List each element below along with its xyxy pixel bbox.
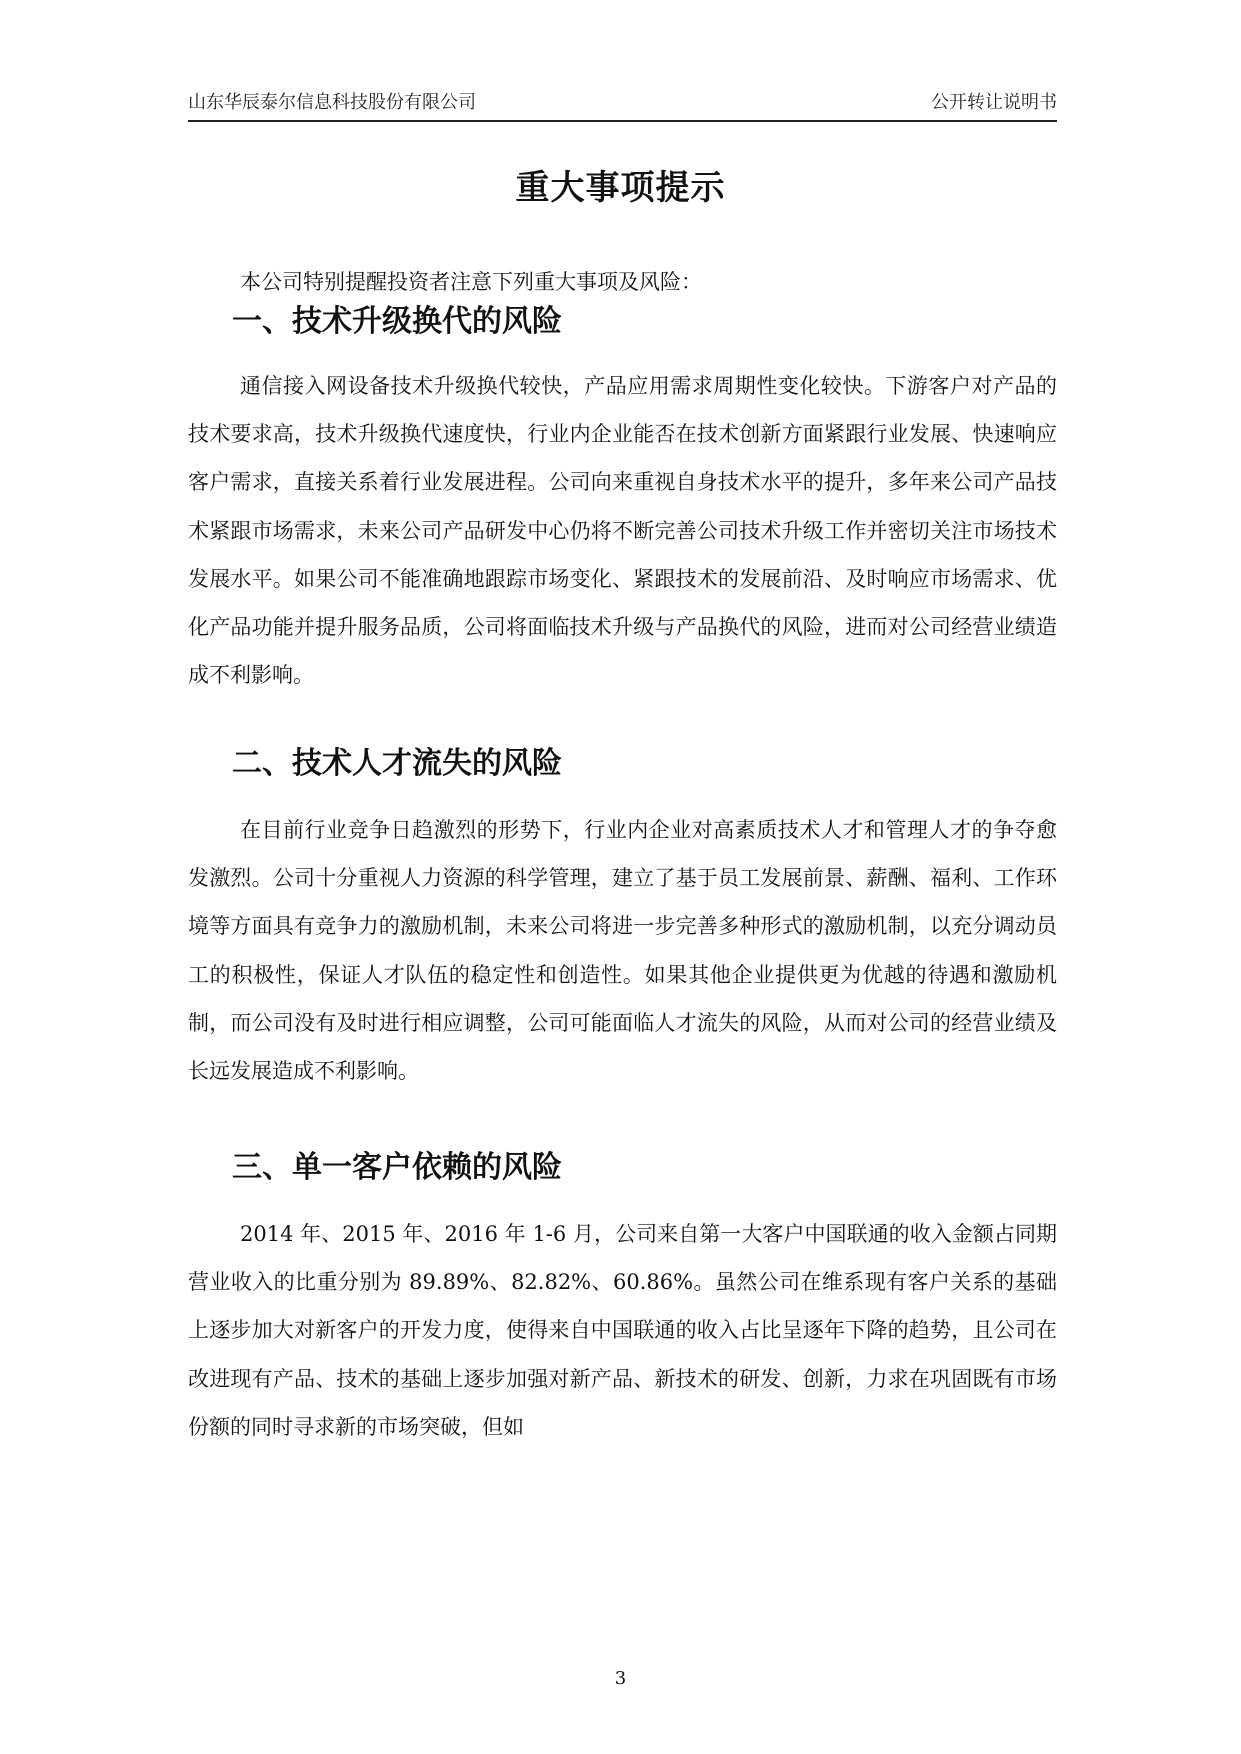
section-body-customer-dependence: 2014 年、2015 年、2016 年 1-6 月，公司来自第一大客户中国联通的收入金额占同期营业收入的比重分别为 89.89%、82.82%、60.86%。虽然公司在维系现有客户关系的基础上逐步加大对新客户的开发力度，使得来自中国联通的收入占比呈逐年下降的趋势，且公司在改进现有产品、技术的基础上逐步加强对新产品、新技术的研发、创新，力求在巩固既有市场份额的同时寻求新的市场突破，但如	[188, 1222, 1057, 1439]
intro-paragraph: 本公司特别提醒投资者注意下列重大事项及风险：	[240, 270, 702, 294]
section-heading-customer-dependence: 三、单一客户依赖的风险	[232, 1150, 562, 1185]
section-heading-technology-upgrade: 一、技术升级换代的风险	[232, 304, 562, 339]
section-heading-talent-loss: 二、技术人才流失的风险	[232, 746, 562, 781]
header-document-type: 公开转让说明书	[931, 92, 1057, 113]
section-body-technology-upgrade: 通信接入网设备技术升级换代较快，产品应用需求周期性变化较快。下游客户对产品的技术要求高，技术升级换代速度快，行业内企业能否在技术创新方面紧跟行业发展、快速响应客户需求，直接关系着行业发展进程。公司向来重视自身技术水平的提升，多年来公司产品技术紧跟市场需求，未来公司产品研发中心仍将不断完善公司技术升级工作并密切关注市场技术发展水平。如果公司不能准确地跟踪市场变化、紧跟技术的发展前沿、及时响应市场需求、优化产品功能并提升服务品质，公司将面临技术升级与产品换代的风险，进而对公司经营业绩造成不利影响。	[188, 374, 1057, 688]
page-number: 3	[614, 1668, 627, 1689]
section-body-talent-loss: 在目前行业竞争日趋激烈的形势下，行业内企业对高素质技术人才和管理人才的争夺愈发激烈。公司十分重视人力资源的科学管理，建立了基于员工发展前景、薪酬、福利、工作环境等方面具有竞争力的激励机制，未来公司将进一步完善多种形式的激励机制，以充分调动员工的积极性，保证人才队伍的稳定性和创造性。如果其他企业提供更为优越的待遇和激励机制，而公司没有及时进行相应调整，公司可能面临人才流失的风险，从而对公司的经营业绩及长远发展造成不利影响。	[188, 818, 1057, 1084]
page-title: 重大事项提示	[515, 168, 726, 208]
page-header	[188, 86, 1057, 122]
header-company-name: 山东华辰泰尔信息科技股份有限公司	[188, 92, 476, 113]
